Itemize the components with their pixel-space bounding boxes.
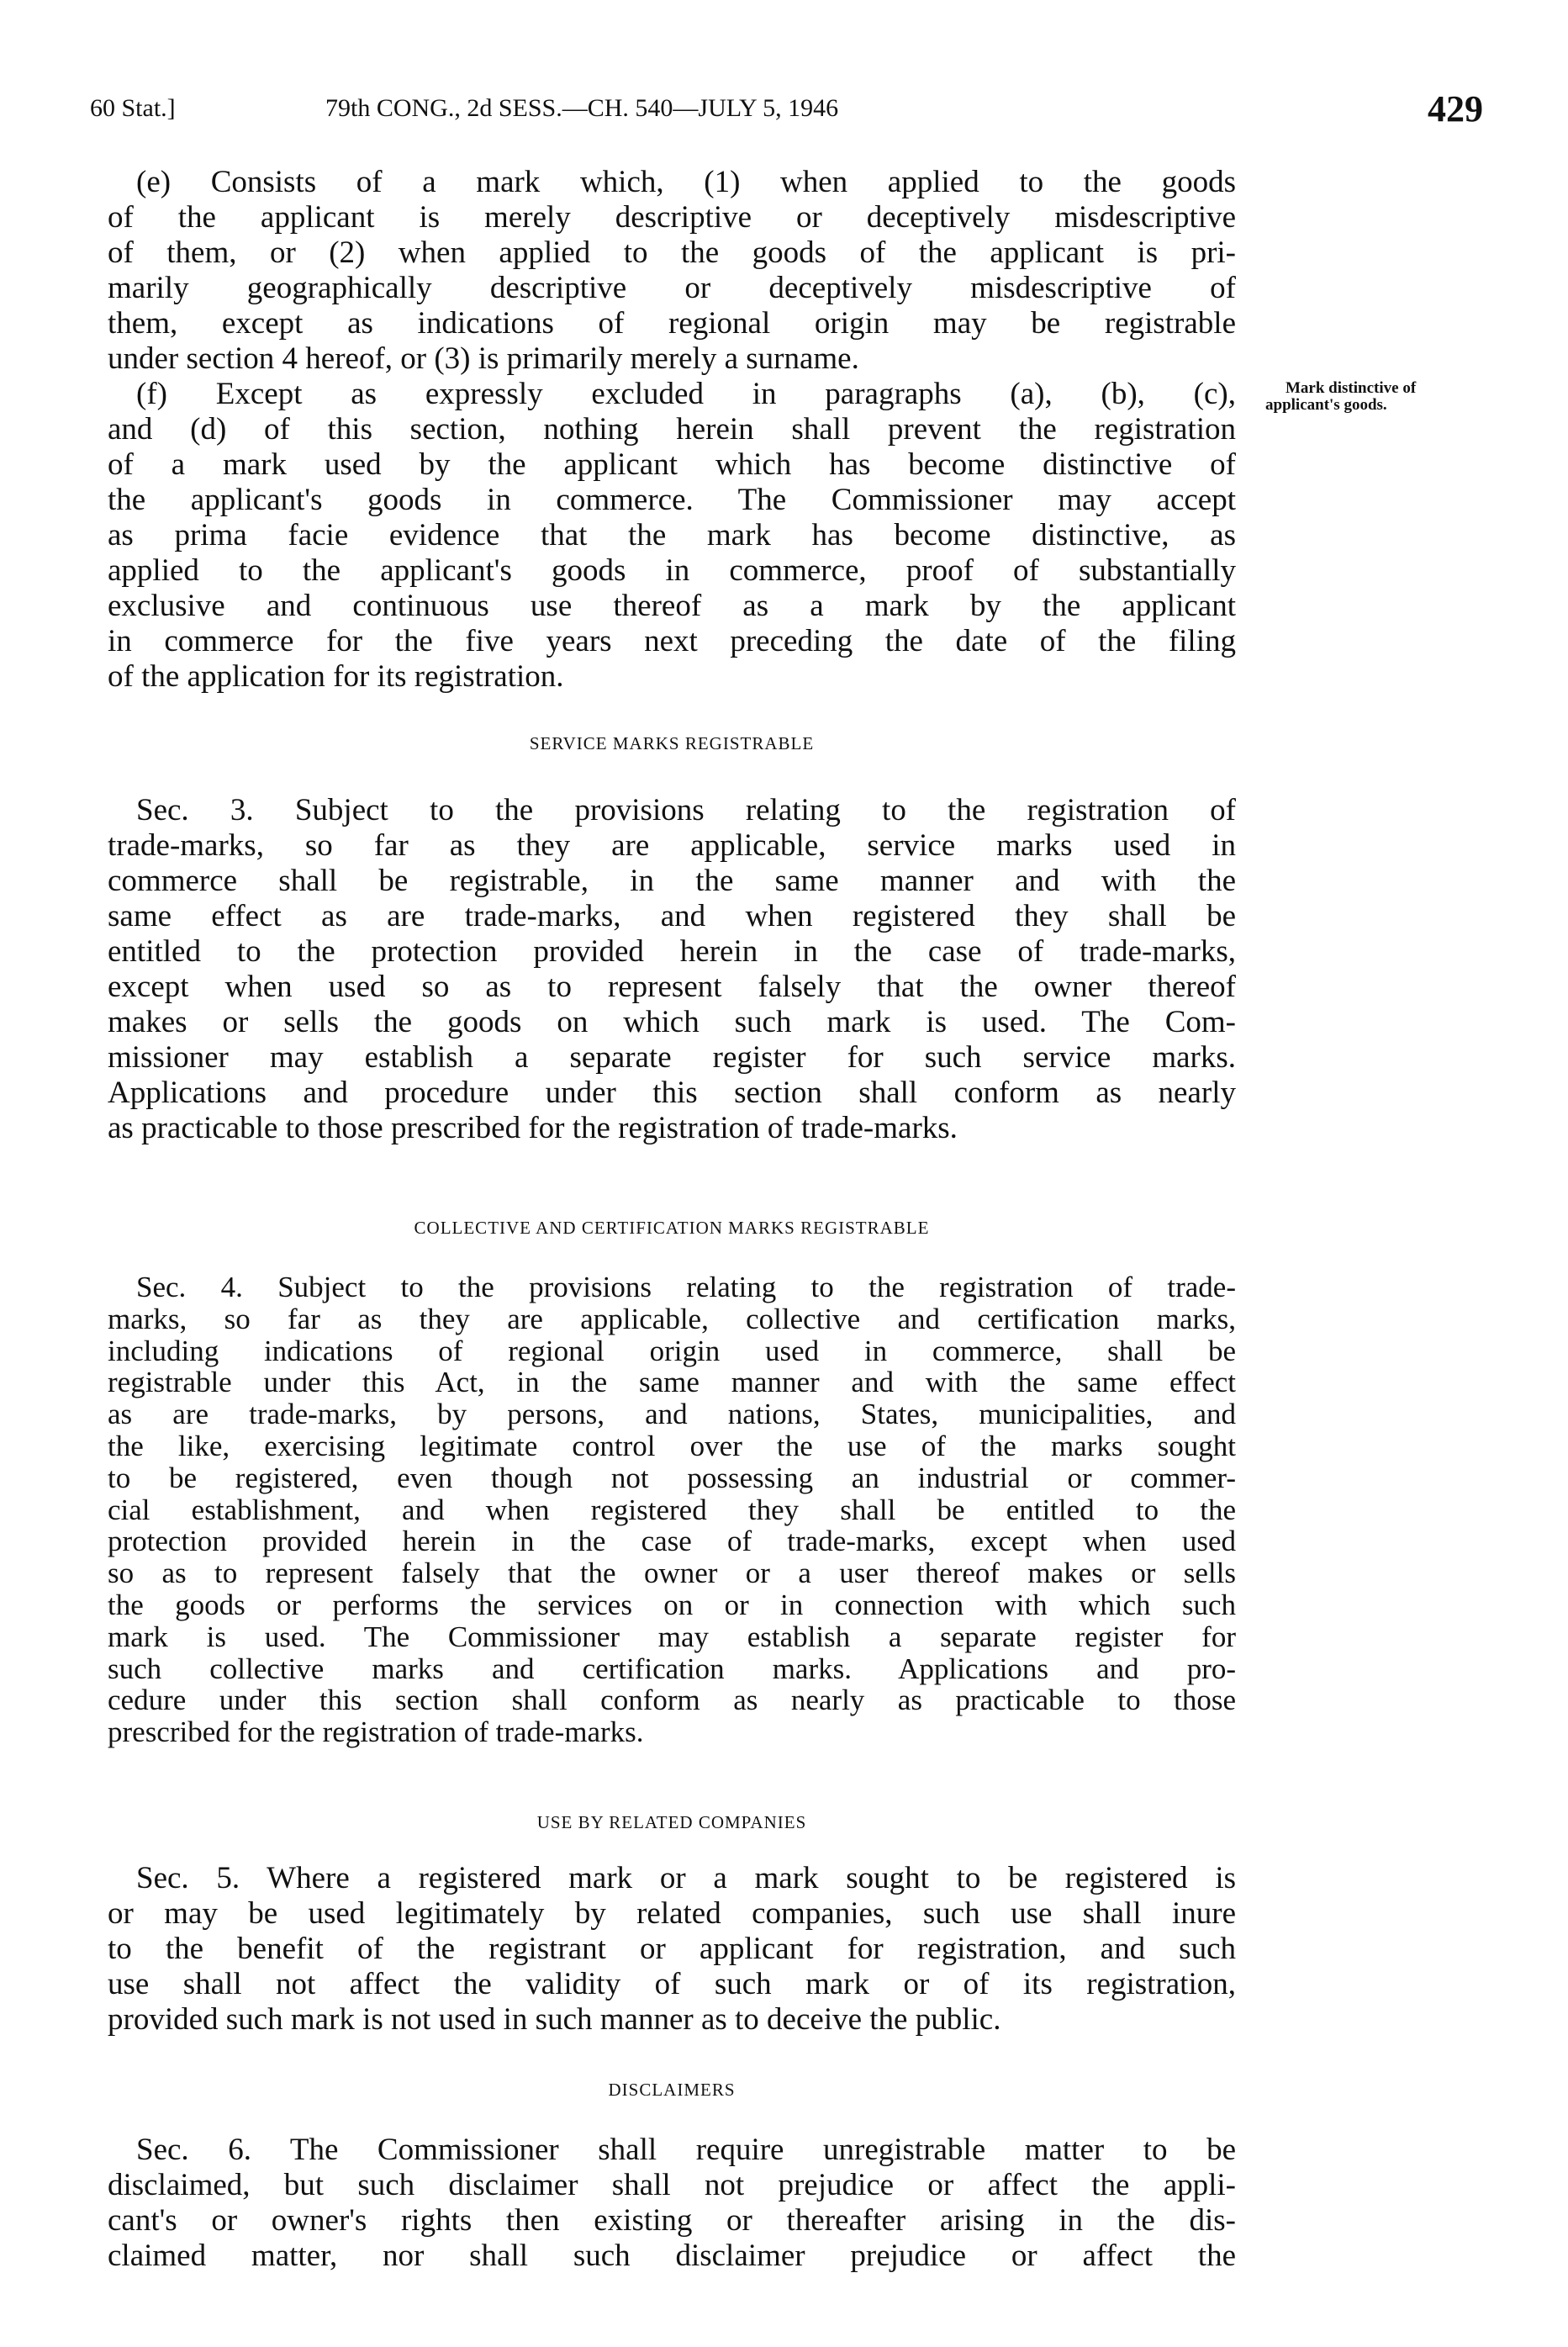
text-line: them, except as indications of regional origin may be registrable bbox=[108, 306, 1236, 341]
section-heading: SERVICE MARKS REGISTRABLE bbox=[529, 733, 815, 753]
text-line: protection provided herein in the case of trade-marks, except when used bbox=[108, 1525, 1236, 1558]
text-line: claimed matter, nor shall such disclaimer prejudice or affect the bbox=[108, 2239, 1236, 2273]
text-line: including indications of regional origin used in commerce, shall be bbox=[108, 1334, 1236, 1367]
section-5-text bbox=[108, 1861, 1236, 2038]
section-heading: DISCLAIMERS bbox=[608, 2080, 736, 2100]
text-line: mark is used. The Commissioner may establish a separate register for bbox=[108, 1620, 1236, 1653]
text-line: the goods or performs the services on or in connection with which such bbox=[108, 1588, 1236, 1621]
text-line: use shall not affect the validity of such mark or of its registration, bbox=[108, 1967, 1236, 2001]
text-line: Sec. 4. Subject to the provisions relating to the registration of trade- bbox=[136, 1271, 1236, 1303]
text-line: (e) Consists of a mark which, (1) when applied to the goods bbox=[136, 165, 1236, 199]
text-line: registrable under this Act, in the same manner and with the same effect bbox=[108, 1366, 1236, 1399]
text-line: makes or sells the goods on which such mark is used. The Com- bbox=[108, 1005, 1236, 1039]
text-line: cant's or owner's rights then existing or thereafter arising in the dis- bbox=[108, 2203, 1236, 2238]
text-line: the like, exercising legitimate control over the use of the marks sought bbox=[108, 1429, 1236, 1462]
text-line: cedure under this section shall conform as nearly as practicable to those bbox=[108, 1684, 1236, 1717]
text-line: except when used so as to represent falsely that the owner thereof bbox=[108, 970, 1236, 1004]
margin-note-line: Mark distinctive of bbox=[1286, 379, 1417, 397]
text-line: trade-marks, so far as they are applicable, service marks used in bbox=[108, 828, 1236, 863]
margin-note-line: applicant's goods. bbox=[1265, 396, 1387, 414]
paragraph-e-f bbox=[108, 165, 1236, 695]
text-line: entitled to the protection provided herein in the case of trade-marks, bbox=[108, 934, 1236, 969]
text-line: of a mark used by the applicant which has become distinctive of bbox=[108, 447, 1236, 482]
text-line: same effect as are trade-marks, and when registered they shall be bbox=[108, 899, 1236, 933]
text-line: Sec. 6. The Commissioner shall require unregistrable matter to be bbox=[136, 2133, 1236, 2167]
text-line: to be registered, even though not possessing an industrial or commer- bbox=[108, 1461, 1236, 1494]
running-head-volume: 60 Stat.] bbox=[90, 94, 176, 122]
text-line: marks, so far as they are applicable, collective and certification marks, bbox=[108, 1302, 1236, 1335]
text-line: Sec. 5. Where a registered mark or a mark sought to be registered is bbox=[136, 1861, 1236, 1895]
section-6-text bbox=[108, 2133, 1236, 2274]
text-line: and (d) of this section, nothing herein shall prevent the registration bbox=[108, 412, 1236, 447]
text-line: as are trade-marks, by persons, and nations, States, municipalities, and bbox=[108, 1398, 1236, 1431]
text-line: marily geographically descriptive or deceptively misdescriptive of bbox=[108, 271, 1236, 305]
text-line: the applicant's goods in commerce. The Commissioner may accept bbox=[108, 483, 1236, 517]
text-line: disclaimed, but such disclaimer shall not prejudice or affect the appli- bbox=[108, 2168, 1236, 2202]
margin-note bbox=[1265, 380, 1416, 414]
text-line: Applications and procedure under this section shall conform as nearly bbox=[108, 1076, 1236, 1110]
page-number: 429 bbox=[1428, 88, 1483, 130]
text-line: Sec. 3. Subject to the provisions relating to the registration of bbox=[136, 793, 1236, 827]
text-line: in commerce for the five years next preceding the date of the filing bbox=[108, 624, 1236, 658]
text-line: of the application for its registration. bbox=[108, 659, 564, 694]
text-line: (f) Except as expressly excluded in paragraphs (a), (b), (c), bbox=[136, 377, 1236, 411]
text-line: cial establishment, and when registered they shall be entitled to the bbox=[108, 1493, 1236, 1526]
text-line: provided such mark is not used in such manner as to deceive the public. bbox=[108, 2002, 1001, 2037]
text-line: of the applicant is merely descriptive or deceptively misdescriptive bbox=[108, 200, 1236, 235]
text-line: exclusive and continuous use thereof as a mark by the applicant bbox=[108, 589, 1236, 623]
text-line: missioner may establish a separate register for such service marks. bbox=[108, 1040, 1236, 1075]
text-line: prescribed for the registration of trade-marks. bbox=[108, 1715, 644, 1749]
text-line: such collective marks and certification marks. Applications and pro- bbox=[108, 1652, 1236, 1685]
running-head-title: 79th CONG., 2d SESS.—CH. 540—JULY 5, 1946 bbox=[325, 94, 839, 122]
section-4-text bbox=[108, 1271, 1236, 1748]
section-3-text bbox=[108, 793, 1236, 1146]
text-line: under section 4 hereof, or (3) is primarily merely a surname. bbox=[108, 341, 859, 376]
section-heading: COLLECTIVE AND CERTIFICATION MARKS REGISTRABLE bbox=[414, 1218, 930, 1238]
section-heading: USE BY RELATED COMPANIES bbox=[536, 1812, 807, 1832]
text-line: to the benefit of the registrant or applicant for registration, and such bbox=[108, 1932, 1236, 1966]
text-line: or may be used legitimately by related companies, such use shall inure bbox=[108, 1896, 1236, 1931]
text-line: of them, or (2) when applied to the goods of the applicant is pri- bbox=[108, 235, 1236, 270]
text-line: as prima facie evidence that the mark has become distinctive, as bbox=[108, 518, 1236, 552]
text-line: so as to represent falsely that the owner or a user thereof makes or sells bbox=[108, 1557, 1236, 1590]
text-line: as practicable to those prescribed for the registration of trade-marks. bbox=[108, 1111, 958, 1145]
text-line: commerce shall be registrable, in the same manner and with the bbox=[108, 864, 1236, 898]
text-line: applied to the applicant's goods in commerce, proof of substantially bbox=[108, 553, 1236, 588]
